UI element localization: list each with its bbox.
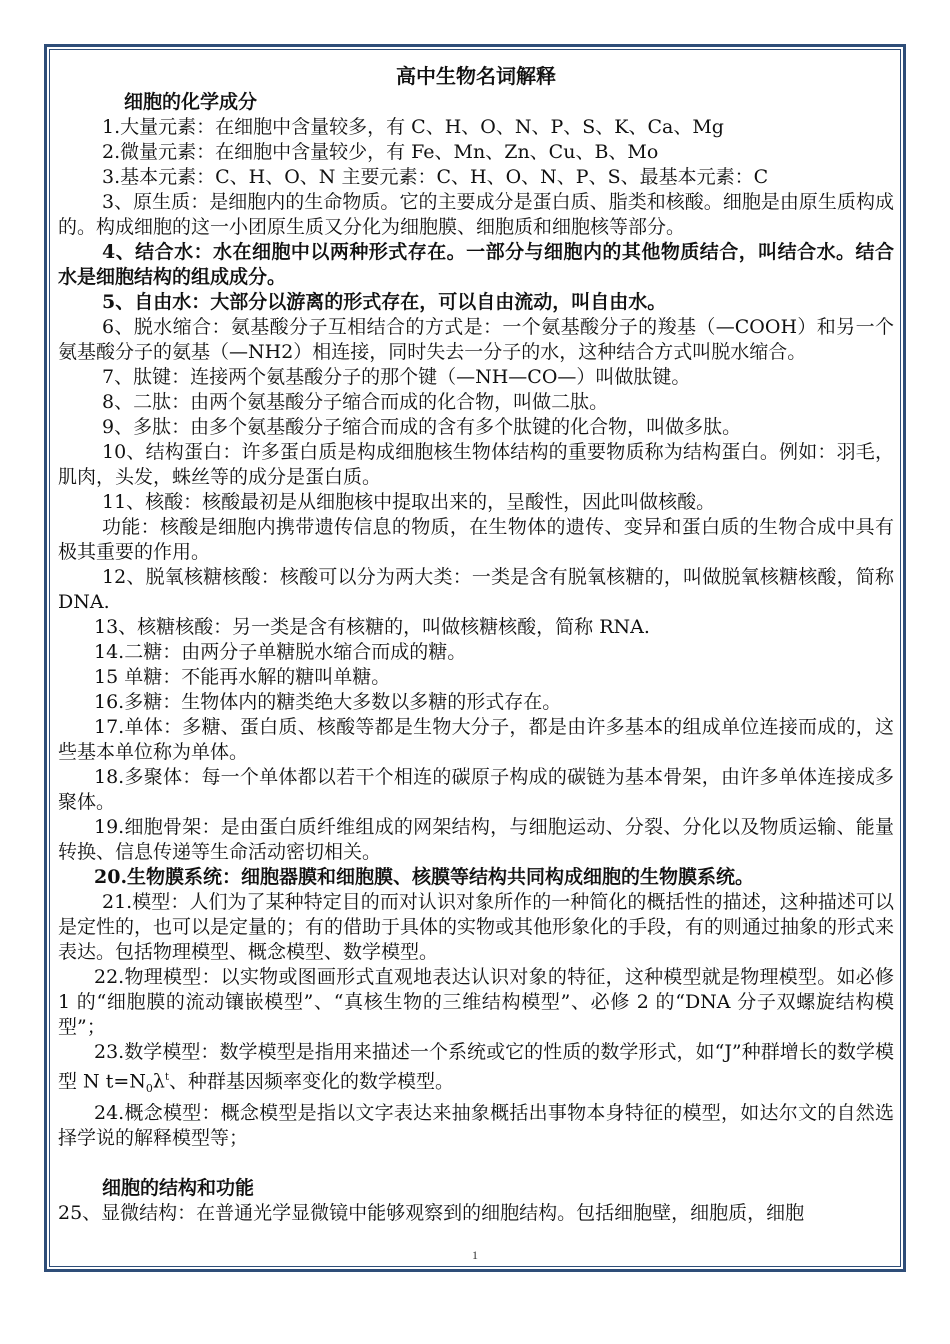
section-heading-structure: 细胞的结构和功能 (102, 1177, 255, 1200)
paragraph-1: 1.大量元素：在细胞中含量较多，有 C、H、O、N、P、S、K、Ca、Mg (102, 116, 724, 138)
paragraph-11b: 功能：核酸是细胞内携带遗传信息的物质，在生物体的遗传、变异和蛋白质的生物合成中具有极其重要的作用。 (58, 516, 894, 563)
paragraph-3b: 3、原生质：是细胞内的生命物质。它的主要成分是蛋白质、脂类和核酸。细胞是由原生质构成的。构成细胞的这一小团原生质又分化为细胞膜、细胞质和细胞核等部分。 (58, 191, 894, 238)
paragraph-14: 14.二糖：由两分子单糖脱水缩合而成的糖。 (94, 641, 467, 663)
paragraph-23-tail: 、种群基因频率变化的数学模型。 (168, 1070, 454, 1093)
paragraph-6: 6、脱水缩合：氨基酸分子互相结合的方式是：一个氨基酸分子的羧基（—COOH）和另一个氨基酸分子的氨基（—NH2）相连接，同时失去一分子的水，这种结合方式叫脱水缩合。 (58, 316, 894, 363)
paragraph-23-text: 23.数学模型：数学模型是指用来描述一个系统或它的性质的数学形式，如“J”种群增长的数学模型 N t=N (58, 1041, 894, 1093)
paragraph-15: 15 单糖：不能再水解的糖叫单糖。 (94, 666, 391, 688)
paragraph-18: 18.多聚体：每一个单体都以若干个相连的碳原子构成的碳链为基本骨架，由许多单体连接成多聚体。 (58, 766, 894, 813)
spacer (58, 1151, 894, 1176)
formula-subscript: 0 (145, 1082, 153, 1096)
paragraph-13: 13、核糖核酸：另一类是含有核糖的，叫做核糖核酸，简称 RNA. (94, 616, 650, 638)
paragraph-20: 20.生物膜系统：细胞器膜和细胞膜、核膜等结构共同构成细胞的生物膜系统。 (94, 866, 755, 888)
paragraph-5: 5、自由水：大部分以游离的形式存在，可以自由流动，叫自由水。 (102, 291, 667, 313)
page-title: 高中生物名词解释 (396, 64, 556, 88)
document-body (58, 64, 894, 1226)
paragraph-9: 9、多肽：由多个氨基酸分子缩合而成的含有多个肽键的化合物，叫做多肽。 (102, 416, 742, 438)
paragraph-7: 7、肽键：连接两个氨基酸分子的那个键（—NH—CO—）叫做肽键。 (102, 366, 691, 388)
paragraph-23 (58, 1040, 894, 1101)
paragraph-22: 22.物理模型：以实物或图画形式直观地表达认识对象的特征，这种模型就是物理模型。如必修 1 的“细胞膜的流动镶嵌模型”、“真核生物的三维结构模型”、必修 2 的“DNA 分子双螺旋结构模型”； (58, 966, 894, 1038)
formula-lambda: λ (152, 1070, 165, 1093)
paragraph-25: 25、显微结构：在普通光学显微镜中能够观察到的细胞结构。包括细胞壁，细胞质，细胞 (58, 1202, 805, 1225)
section-heading-chemical: 细胞的化学成分 (124, 91, 258, 113)
paragraph-8: 8、二肽：由两个氨基酸分子缩合而成的化合物，叫做二肽。 (102, 391, 609, 413)
paragraph-4: 4、结合水：水在细胞中以两种形式存在。一部分与细胞内的其他物质结合，叫结合水。结合水是细胞结构的组成成分。 (58, 241, 894, 288)
formula-superscript: t (164, 1072, 169, 1083)
paragraph-12: 12、脱氧核糖核酸：核酸可以分为两大类：一类是含有脱氧核糖的，叫做脱氧核糖核酸，简称 DNA. (58, 566, 894, 613)
paragraph-11: 11、核酸：核酸最初是从细胞核中提取出来的，呈酸性，因此叫做核酸。 (102, 491, 716, 513)
paragraph-21: 21.模型：人们为了某种特定目的而对认识对象所作的一种简化的概括性的描述，这种描述可以是定性的，也可以是定量的；有的借助于具体的实物或其他形象化的手段，有的则通过抽象的形式来表达。包括物理模型、概念模型、数学模型。 (58, 891, 895, 963)
paragraph-24: 24.概念模型：概念模型是指以文字表达来抽象概括出事物本身特征的模型，如达尔文的自然选择学说的解释模型等； (58, 1102, 894, 1150)
paragraph-2: 2.微量元素：在细胞中含量较少，有 Fe、Mn、Zn、Cu、B、Mo (102, 141, 659, 163)
paragraph-3: 3.基本元素：C、H、O、N 主要元素：C、H、O、N、P、S、最基本元素：C (102, 166, 769, 188)
paragraph-10: 10、结构蛋白：许多蛋白质是构成细胞核生物体结构的重要物质称为结构蛋白。例如：羽毛，肌肉，头发，蛛丝等的成分是蛋白质。 (58, 441, 894, 488)
page-number: 1 (472, 1248, 478, 1262)
paragraph-16: 16.多糖：生物体内的糖类绝大多数以多糖的形式存在。 (94, 691, 562, 713)
paragraph-19: 19.细胞骨架：是由蛋白质纤维组成的网架结构，与细胞运动、分裂、分化以及物质运输、能量转换、信息传递等生命活动密切相关。 (58, 816, 894, 863)
paragraph-17: 17.单体：多糖、蛋白质、核酸等都是生物大分子，都是由许多基本的组成单位连接而成的，这些基本单位称为单体。 (58, 716, 894, 763)
